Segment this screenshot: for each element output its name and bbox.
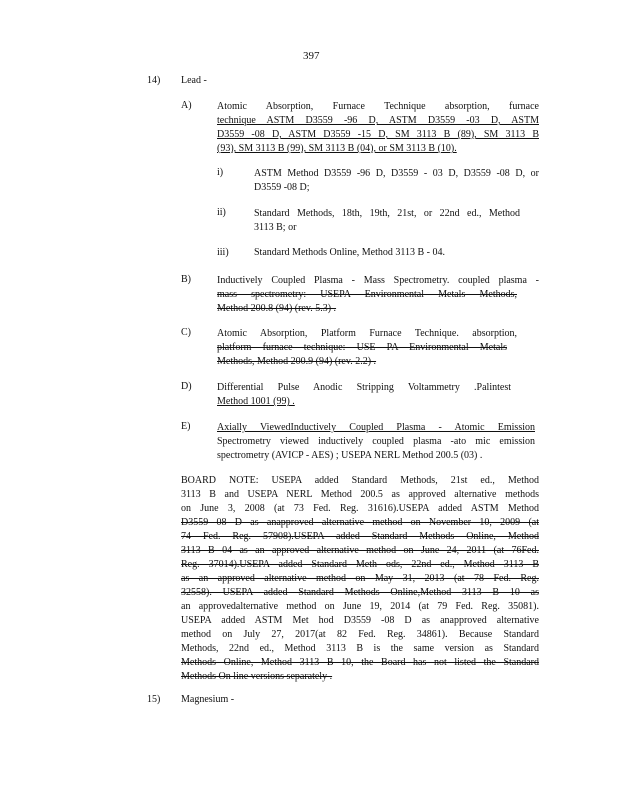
subsub-text: [254, 167, 539, 195]
note-line: D3559 08 D as anapproved alternative method on November 10, 2009 (at: [181, 517, 539, 528]
subsub-number: ii): [217, 207, 226, 218]
subitem-b-text: [217, 274, 539, 316]
text-line: Methods, Method 200.9 (94) (rev. 2.2) .: [217, 356, 377, 367]
note-line: an approvedalternative method on June 19, 2014 (at 79 Fed. Reg. 35081).: [181, 601, 539, 612]
subitem-a-text: [217, 100, 539, 156]
text-line: Spectrometry viewed inductively coupled plasma -ato mic emission: [217, 436, 535, 447]
subsub-text: Standard Methods Online, Method 3113 B - 04.: [254, 247, 446, 258]
item-title: Magnesium -: [181, 694, 235, 705]
text-line: Atomic Absorption, Furnace Technique absorption, furnace: [217, 101, 539, 112]
note-line: 3113 B and USEPA NERL Method 200.5 as approved alternative methods: [181, 489, 539, 500]
item-number: 15): [147, 694, 161, 705]
subitem-letter-a: A): [181, 100, 192, 111]
text-line: platform furnace technique: USE PA Environmental Metals: [217, 342, 507, 353]
note-line: on June 3, 2008 (at 73 Fed. Reg. 31616).USEPA added ASTM Method: [181, 503, 539, 514]
note-line: USEPA added ASTM Met hod D3559 -08 D as anapproved alternative: [181, 615, 539, 626]
text-line: Standard Methods, 18th, 19th, 21st, or 22nd ed., Method: [254, 208, 520, 219]
text-line: Differential Pulse Anodic Stripping Voltammetry .Palintest: [217, 382, 511, 393]
subitem-c-text: [217, 327, 517, 369]
text-line: ASTM Method D3559 -96 D, D3559 - 03 D, D3559 -08 D, or: [254, 168, 539, 179]
note-line: as an approved alternative method on May 31, 2013 (at 78 Fed. Reg.: [181, 573, 539, 584]
subitem-e-text: [217, 421, 535, 463]
text-line: mass spectrometry: USEPA Environmental Metals Methods,: [217, 289, 517, 300]
subitem-letter-c: C): [181, 327, 191, 338]
board-note: [181, 474, 539, 684]
note-line: Methods, 22nd ed., Method 3113 B is the same version as Standard: [181, 643, 539, 654]
subitem-d-text: [217, 381, 511, 409]
subsub-text: [254, 207, 520, 235]
note-line: method on July 27, 2017(at 82 Fed. Reg. 34861). Because Standard: [181, 629, 539, 640]
text-line: Method 200.8 (94) (rev. 5.3) .: [217, 303, 337, 314]
text-line: spectrometry (AVICP - AES) ; USEPA NERL Method 200.5 (03) .: [217, 450, 483, 461]
note-line: 3113 B 04 as an approved alternative method on June 24, 2011 (at 76Fed.: [181, 545, 539, 556]
page-number: 397: [303, 50, 320, 62]
text-line: technique ASTM D3559 -96 D, ASTM D3559 -03 D, ASTM: [217, 115, 539, 126]
note-line: BOARD NOTE: USEPA added Standard Methods, 21st ed., Method: [181, 475, 539, 486]
text-line: 3113 B; or: [254, 222, 297, 233]
subitem-letter-e: E): [181, 421, 191, 432]
text-line: (93), SM 3113 B (99), SM 3113 B (04), or SM 3113 B (10).: [217, 143, 457, 154]
text-line: Atomic Absorption, Platform Furnace Technique. absorption,: [217, 328, 517, 339]
note-line: 74 Fed. Reg. 57908).USEPA added Standard Methods Online, Method: [181, 531, 539, 542]
text-line: Inductively Coupled Plasma - Mass Spectrometry. coupled plasma -: [217, 275, 539, 286]
text-line: Axially ViewedInductively Coupled Plasma - Atomic Emission: [217, 422, 535, 433]
note-line: Methods Online, Method 3113 B 10, the Board has not listed the Standard: [181, 657, 539, 668]
note-line: 32558). USEPA added Standard Methods Online,Method 3113 B 10 as: [181, 587, 539, 598]
subitem-letter-b: B): [181, 274, 191, 285]
note-line: Reg. 37014).USEPA added Standard Meth ods, 22nd ed., Method 3113 B: [181, 559, 539, 570]
text-line: D3559 -08 D, ASTM D3559 -15 D, SM 3113 B (89), SM 3113 B: [217, 129, 539, 140]
text-line: Method 1001 (99) .: [217, 396, 295, 407]
subsub-number: i): [217, 167, 224, 178]
note-line: Methods On line versions separately .: [181, 671, 333, 682]
subsub-number: iii): [217, 247, 229, 258]
item-title: Lead -: [181, 75, 207, 86]
item-number: 14): [147, 75, 161, 86]
text-line: D3559 -08 D;: [254, 182, 310, 193]
subitem-letter-d: D): [181, 381, 192, 392]
